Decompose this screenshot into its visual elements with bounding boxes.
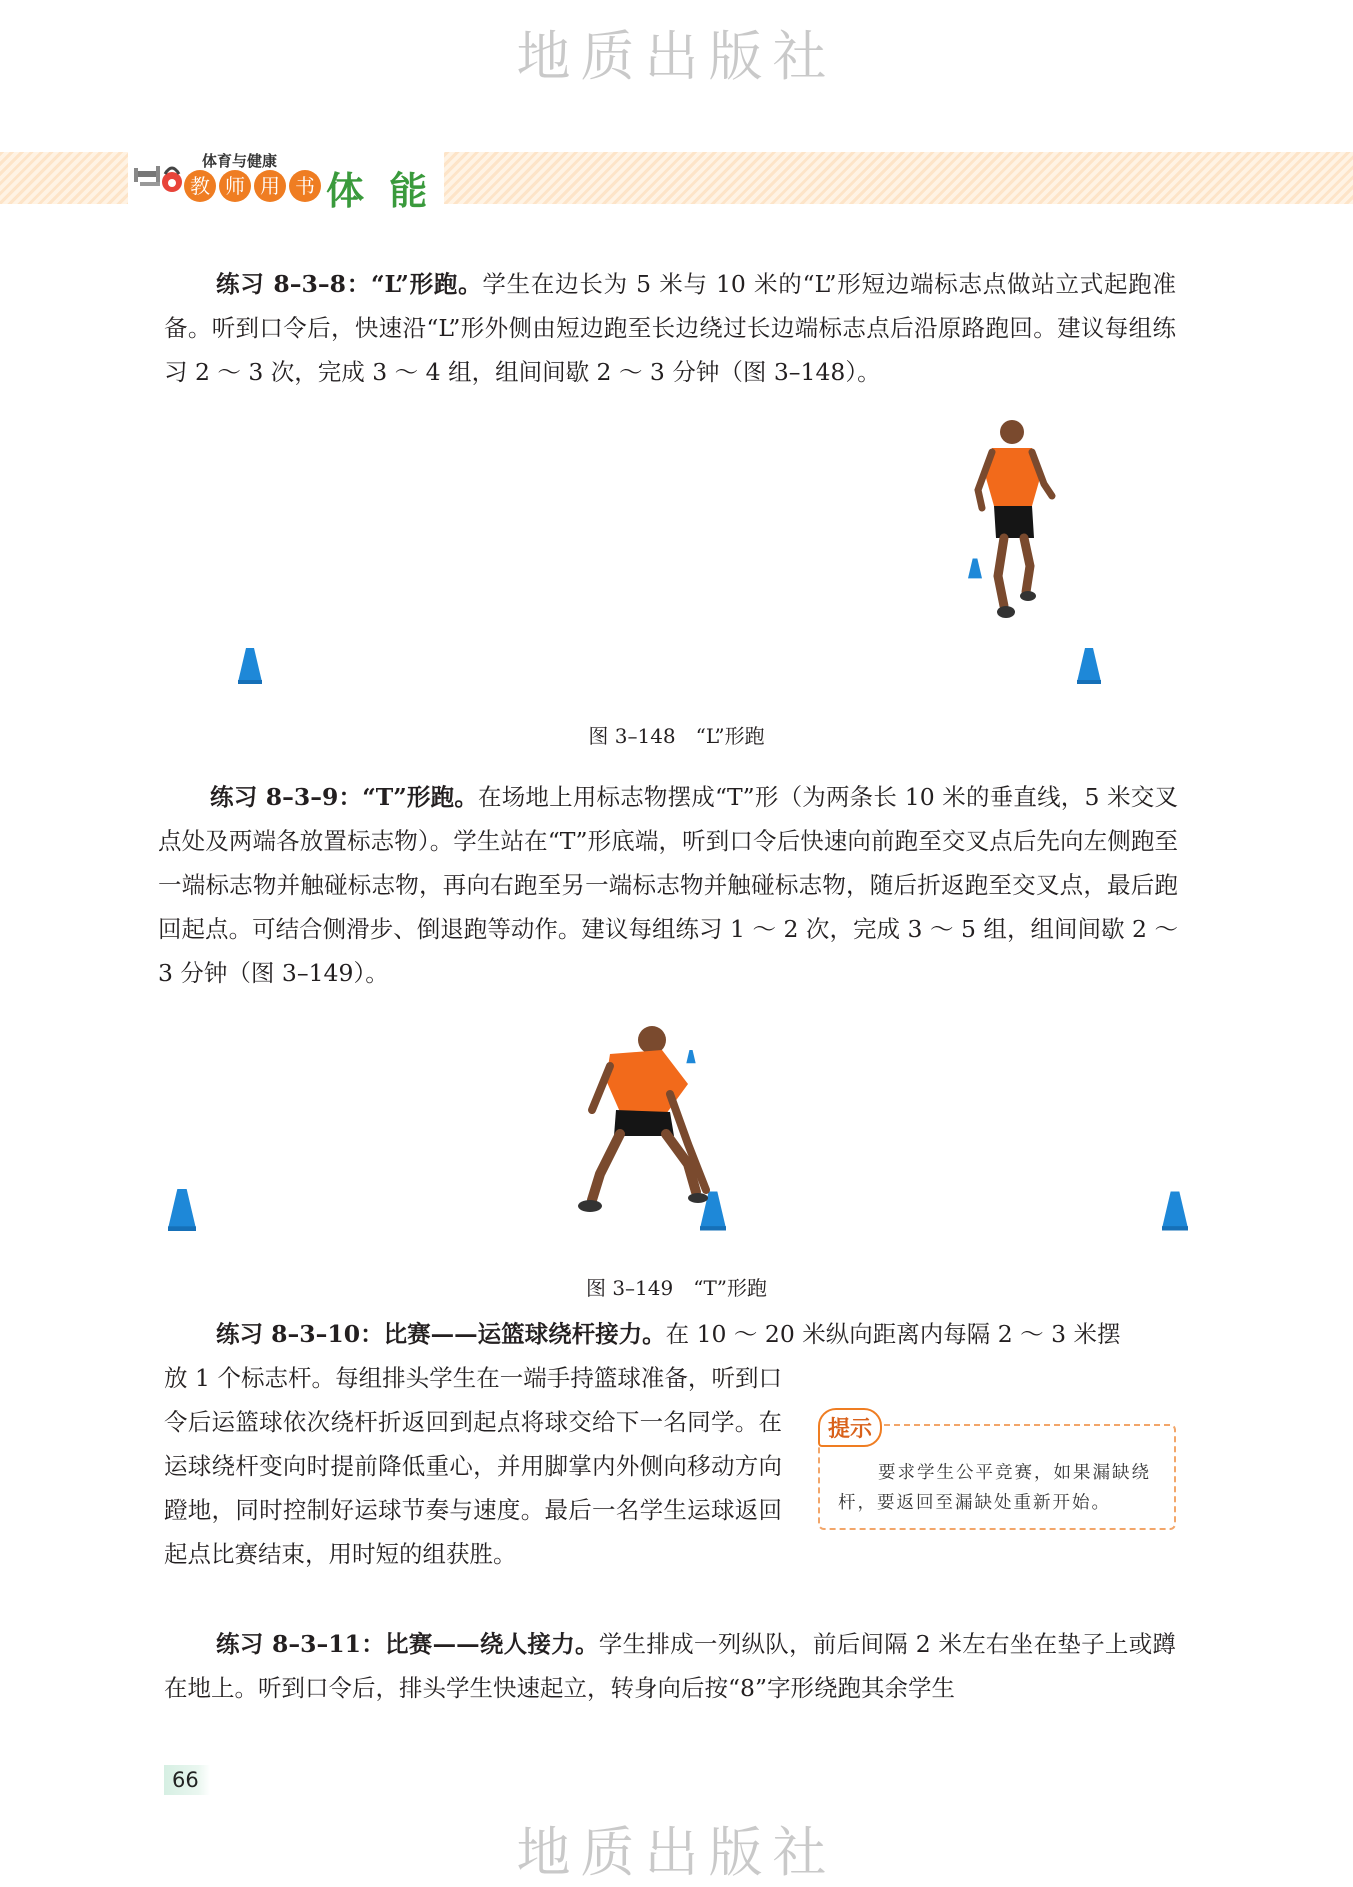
- cone-icon: [168, 1188, 196, 1232]
- exercise-first-line: [164, 1312, 1176, 1356]
- exercise-text: 在 10 ～ 20 米纵向距离内每隔 2 ～ 3 米摆: [665, 1320, 1121, 1348]
- cone-icon: [238, 648, 262, 684]
- figure-caption: 图 3–148 “L”形跑: [588, 724, 765, 748]
- exercise-lead: 练习 8–3–10：比赛——运篮球绕杆接力。: [216, 1320, 666, 1348]
- cone-icon: [1162, 1190, 1188, 1232]
- watermark-top: 地质出版社: [516, 25, 837, 88]
- cone-icon: [1077, 648, 1101, 684]
- exercise-text: 放 1 个标志杆。每组排头学生在一端手持篮球准备，听到口令后运篮球依次绕杆折返回到起点将球交给下一名同学。在运球绕杆变向时提前降低重心，并用脚掌内外侧向移动方向蹬地，同时控制好运球节奏与速度。最后一名学生运球返回起点比赛结束，用时短的组获胜。: [164, 1364, 782, 1568]
- exercise-lead: 练习 8–3–11：比赛——绕人接力。: [216, 1630, 599, 1658]
- header-badges: [184, 170, 321, 202]
- figure-t-run: [0, 1000, 1353, 1280]
- badge-char: 用: [254, 170, 286, 202]
- exercise-lead: 练习 8–3–8：“L”形跑。: [216, 270, 483, 298]
- series-label: 体育与健康: [202, 152, 278, 170]
- badge-char: 师: [219, 170, 251, 202]
- exercise-text: 学生在边长为 5 米与 10 米的“L”形短边端标志点做站立式起跑准备。听到口令后，快速沿“L”形外侧由短边跑至长边绕过长边端标志点后沿原路跑回。建议每组练习 2 ～ 3 次，完成 3 ～ 4 组，组间间歇 2 ～ 3 分钟（图 3–148）。: [164, 270, 1176, 386]
- tip-text: 要求学生公平竞赛，如果漏缺绕杆，要返回至漏缺处重新开始。: [838, 1463, 1151, 1513]
- exercise-paragraph: [158, 775, 1178, 995]
- exercise-paragraph: [164, 262, 1176, 394]
- tip-label: 提示: [818, 1408, 882, 1447]
- exercise-text: 在场地上用标志物摆成“T”形（为两条长 10 米的垂直线，5 米交叉点处及两端各放置标志物）。学生站在“T”形底端，听到口令后快速向前跑至交叉点后先向左侧跑至一端标志物并触碰标志物，再向右跑至另一端标志物并触碰标志物，随后折返跑至交叉点，最后跑回起点。可结合侧滑步、倒退跑等动作。建议每组练习 1 ～ 2 次，完成 3 ～ 5 组，组间间歇 2 ～ 3 分钟（图 3–149）。: [158, 783, 1178, 987]
- figure-caption: 图 3–149 “T”形跑: [585, 1276, 768, 1300]
- figure-l-run: [0, 400, 1353, 740]
- badge-char: 书: [289, 170, 321, 202]
- exercise-lead: 练习 8–3–9：“T”形跑。: [210, 783, 479, 811]
- exercise-text: 学生排成一列纵队，前后间隔 2 米左右坐在垫子上或蹲在地上。听到口令后，排头学生快速起立，转身向后按“8”字形绕跑其余学生: [164, 1630, 1176, 1702]
- exercise-paragraph: [164, 1622, 1176, 1710]
- dumbbell-kettlebell-icon: [132, 160, 184, 194]
- watermark-bottom: 地质出版社: [516, 1821, 837, 1884]
- badge-char: 教: [184, 170, 216, 202]
- runner-figure: [570, 1014, 720, 1224]
- page-number: 66: [164, 1765, 210, 1795]
- book-title: 体 能: [326, 169, 434, 213]
- runner-figure: [960, 416, 1060, 626]
